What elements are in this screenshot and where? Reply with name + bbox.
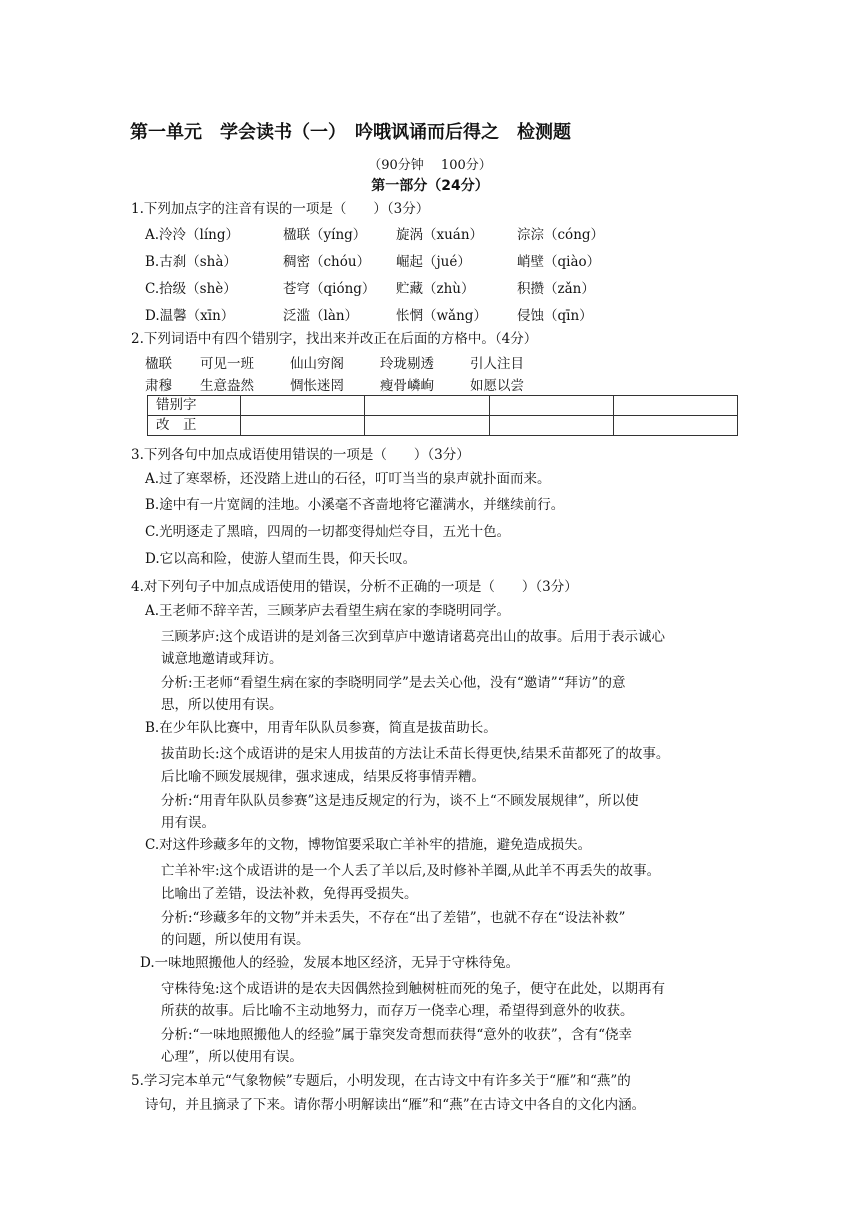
- q4-text-line: 的问题，所以使用有误。: [161, 932, 310, 948]
- q1-d-word-2: 泛滥（làn）: [283, 308, 359, 324]
- q2-word: 如愿以尝: [470, 378, 524, 394]
- page-title: 第一单元 学会读书（一） 吟哦讽诵而后得之 检测题: [130, 122, 571, 143]
- q1-option-row: [145, 250, 765, 268]
- q4-option-a: A.王老师不辞辛苦，三顾茅庐去看望生病在家的李晓明同学。: [145, 603, 511, 619]
- q5-stem-line-1: 5.学习完本单元“气象物候”专题后，小明发现，在古诗文中有许多关于“雁”和“燕”的: [131, 1073, 631, 1089]
- q3-option-b: B.途中有一片宽阔的洼地。小溪毫不吝啬地将它灌满水，并继续前行。: [145, 497, 565, 513]
- exam-meta: （90分钟 100分）: [368, 158, 492, 173]
- q4-text-line: 后比喻不顾发展规律，强求速成，结果反将事情弄糟。: [161, 769, 485, 785]
- q1-stem: 1.下列加点字的注音有误的一项是（ ）（3分）: [131, 201, 430, 217]
- answer-cell[interactable]: [365, 416, 489, 436]
- q2-word: 瘦骨嶙峋: [380, 378, 434, 394]
- answer-cell[interactable]: [241, 416, 365, 436]
- q4-text-line: 分析:“一味地照搬他人的经验”属于靠突发奇想而获得“意外的收获”，含有“侥幸: [161, 1027, 633, 1043]
- q4-text-line: 三顾茅庐:这个成语讲的是刘备三次到草庐中邀请诸葛亮出山的故事。后用于表示诚心: [161, 629, 666, 645]
- answer-cell[interactable]: [489, 396, 613, 416]
- answer-cell[interactable]: [613, 396, 737, 416]
- q1-b-word-1: B.古刹（shà）: [145, 254, 237, 270]
- q1-d-word-3: 怅惘（wǎng）: [396, 308, 487, 324]
- q1-option-row: [145, 304, 765, 322]
- q4-text-line: 用有误。: [161, 815, 215, 831]
- q1-a-word-4: 淙淙（cóng）: [517, 227, 605, 243]
- q5-stem-line-2: 诗句，并且摘录了下来。请你帮小明解读出“雁”和“燕”在古诗文中各自的文化内涵。: [145, 1097, 646, 1113]
- q1-b-word-4: 峭壁（qiào）: [517, 254, 601, 270]
- q4-stem: 4.对下列句子中加点成语使用的错误，分析不正确的一项是（ ）（3分）: [131, 579, 578, 595]
- q2-word: 惆怅迷罔: [290, 378, 344, 394]
- q1-c-word-2: 苍穹（qióng）: [283, 281, 376, 297]
- q2-word: 楹联: [145, 356, 172, 372]
- q1-option-row: [145, 223, 765, 241]
- q1-d-word-4: 侵蚀（qīn）: [517, 308, 593, 324]
- q1-option-row: [145, 277, 765, 295]
- q1-b-word-3: 崛起（jué）: [396, 254, 471, 270]
- q3-option-c: C.光明逐走了黑暗，四周的一切都变得灿烂夺目，五光十色。: [145, 524, 511, 540]
- answer-cell[interactable]: [241, 396, 365, 416]
- q1-c-word-3: 贮藏（zhù）: [396, 281, 475, 297]
- q2-word: 可见一班: [200, 356, 254, 372]
- q2-word: 仙山穷阁: [290, 356, 344, 372]
- table-header-cell: 错别字: [148, 396, 241, 416]
- q1-a-word-1: A.泠泠（líng）: [145, 227, 240, 243]
- answer-table: [147, 395, 738, 436]
- q4-text-line: 比喻出了差错，设法补救，免得再受损失。: [161, 886, 418, 902]
- q3-option-a: A.过了寒翠桥，还没踏上进山的石径，叮叮当当的泉声就扑面而来。: [145, 471, 551, 487]
- q2-word: 生意盎然: [200, 378, 254, 394]
- q1-c-word-4: 积攒（zǎn）: [517, 281, 595, 297]
- q4-text-line: 拔苗助长:这个成语讲的是宋人用拔苗的方法让禾苗长得更快,结果禾苗都死了的故事。: [161, 746, 670, 762]
- q4-option-c: C.对这件珍藏多年的文物，博物馆要采取亡羊补牢的措施，避免造成损失。: [145, 837, 592, 853]
- answer-cell[interactable]: [365, 396, 489, 416]
- table-row: [148, 396, 738, 416]
- q1-a-word-2: 楹联（yíng）: [283, 227, 367, 243]
- answer-cell[interactable]: [489, 416, 613, 436]
- q1-b-word-2: 稠密（chóu）: [283, 254, 371, 270]
- table-header-cell: 改 正: [148, 416, 241, 436]
- q4-text-line: 诚意地邀请或拜访。: [161, 651, 283, 667]
- q4-text-line: 分析:“珍藏多年的文物”并未丢失，不存在“出了差错”，也就不存在“设法补救”: [161, 910, 626, 926]
- q2-word: 玲珑剔透: [380, 356, 434, 372]
- q1-a-word-3: 旋涡（xuán）: [396, 227, 484, 243]
- q4-text-line: 亡羊补牢:这个成语讲的是一个人丢了羊以后,及时修补羊圈,从此羊不再丢失的故事。: [161, 863, 661, 879]
- q1-c-word-1: C.拾级（shè）: [145, 281, 237, 297]
- q4-option-d: D.一味地照搬他人的经验，发展本地区经济，无异于守株待兔。: [140, 955, 520, 971]
- q4-text-line: 所获的故事。后比喻不主动地努力，而存万一侥幸心理，希望得到意外的收获。: [161, 1003, 634, 1019]
- part-title: 第一部分（24分）: [371, 178, 489, 194]
- q4-text-line: 守株待兔:这个成语讲的是农夫因偶然捡到触树桩而死的兔子，便守在此处，以期再有: [161, 981, 666, 997]
- q2-word: 引人注目: [470, 356, 524, 372]
- q4-text-line: 分析:“用青年队队员参赛”这是违反规定的行为，谈不上“不顾发展规律”，所以使: [161, 793, 639, 809]
- q3-stem: 3.下列各句中加点成语使用错误的一项是（ ）（3分）: [131, 447, 470, 463]
- q4-option-b: B.在少年队比赛中，用青年队队员参赛，简直是拔苗助长。: [145, 720, 497, 736]
- q2-stem: 2.下列词语中有四个错别字，找出来并改正在后面的方格中。（4分）: [131, 331, 538, 347]
- q3-option-d: D.它以高和险，使游人望而生畏，仰天长叹。: [145, 551, 417, 567]
- q4-text-line: 心理”，所以使用有误。: [161, 1049, 303, 1065]
- q4-text-line: 思，所以使用有误。: [161, 697, 283, 713]
- q1-d-word-1: D.温馨（xīn）: [145, 308, 235, 324]
- q4-text-line: 分析:王老师“看望生病在家的李晓明同学”是去关心他，没有“邀请”“拜访”的意: [161, 675, 626, 691]
- q2-word: 肃穆: [145, 378, 172, 394]
- table-row: [148, 416, 738, 436]
- answer-cell[interactable]: [613, 416, 737, 436]
